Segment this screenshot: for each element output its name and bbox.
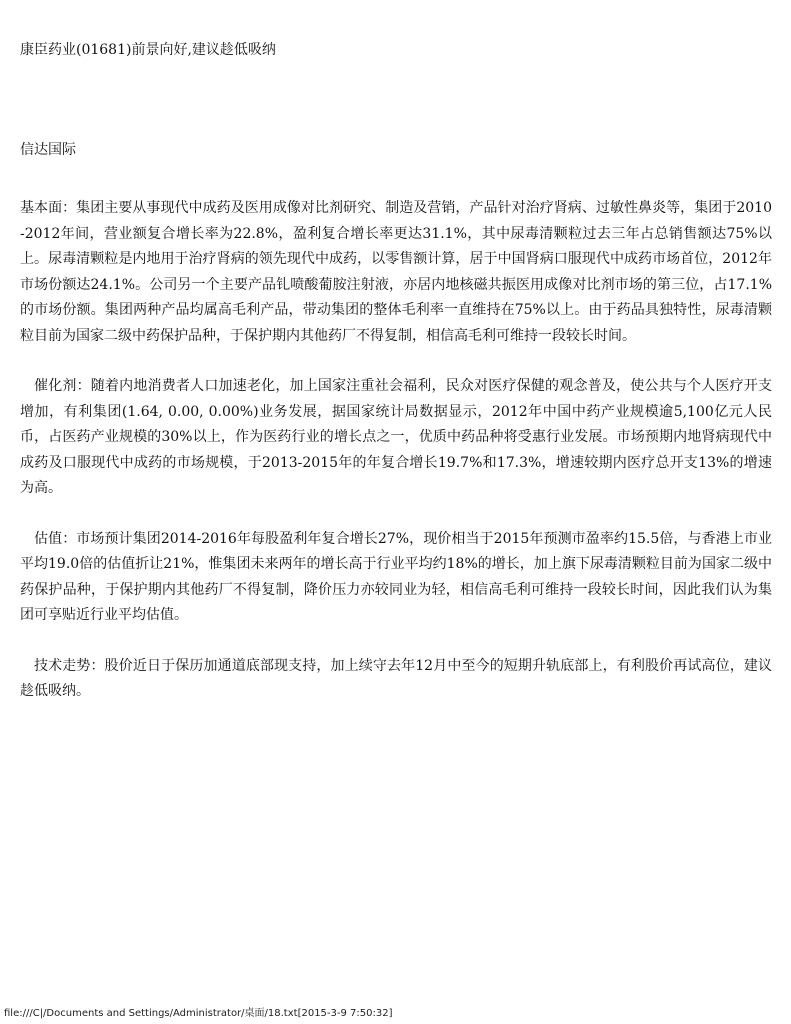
paragraph-fundamentals: 基本面：集团主要从事现代中成药及医用成像对比剂研究、制造及营销，产品针对治疗肾病、过敏性鼻炎等，集团于2010-2012年间，营业额复合增长率为22.8%，盈利复合增长率更达31.1%，其中尿毒清颗粒过去三年占总销售额达75%以上。尿毒清颗粒是内地用于治疗肾病的领先现代中成药，以零售额计算，居于中国肾病口服现代中成药市场首位，2012年市场份额达24.1%。公司另一个主要产品钆喷酸葡胺注射液，亦居内地核磁共振医用成像对比剂市场的第三位，占17.1%的市场份额。集团两种产品均属高毛利产品，带动集团的整体毛利率一直维持在75%以上。由于药品具独特性，尿毒清颗粒目前为国家二级中药保护品种，于保护期内其他药厂不得复制，相信高毛利可维持一段较长时间。: [20, 200, 772, 344]
file-path-footer: file:///C|/Documents and Settings/Administrator/桌面/18.txt[2015-3-9 7:50:32]: [4, 1008, 393, 1019]
paragraph-technical: 技术走势：股价近日于保历加通道底部现支持，加上续守去年12月中至今的短期升轨底部上，有利股价再试高位，建议趁低吸纳。: [20, 657, 772, 699]
paragraph-valuation: 估值：市场预计集团2014-2016年每股盈利年复合增长27%，现价相当于2015年预测市盈率约15.5倍，与香港上市业平均19.0倍的估值折让21%，惟集团未来两年的增长高于行业平均约18%的增长，加上旗下尿毒清颗粒目前为国家二级中药保护品种，于保护期内其他药厂不得复制，降价压力亦较同业为轻，相信高毛利可维持一段较长时间，因此我们认为集团可享贴近行业平均估值。: [20, 530, 772, 623]
document-body: [20, 38, 772, 705]
paragraph-catalyst: 催化剂：随着内地消费者人口加速老化，加上国家注重社会福利，民众对医疗保健的观念普及，使公共与个人医疗开支增加，有利集团(1.64, 0.00, 0.00%)业务发展，据国家统计局数据显示，2012年中国中药产业规模逾5,100亿元人民币，占医药产业规模的30%以上，作为医药行业的增长点之一，优质中药品种将受惠行业发展。市场预期内地肾病现代中成药及口服现代中成药的市场规模，于2013-2015年的年复合增长19.7%和17.3%，增速较期内医疗总开支13%的增速为高。: [20, 378, 772, 496]
article-source: 信达国际: [20, 142, 76, 158]
article-title: 康臣药业(01681)前景向好,建议趁低吸纳: [20, 42, 276, 58]
